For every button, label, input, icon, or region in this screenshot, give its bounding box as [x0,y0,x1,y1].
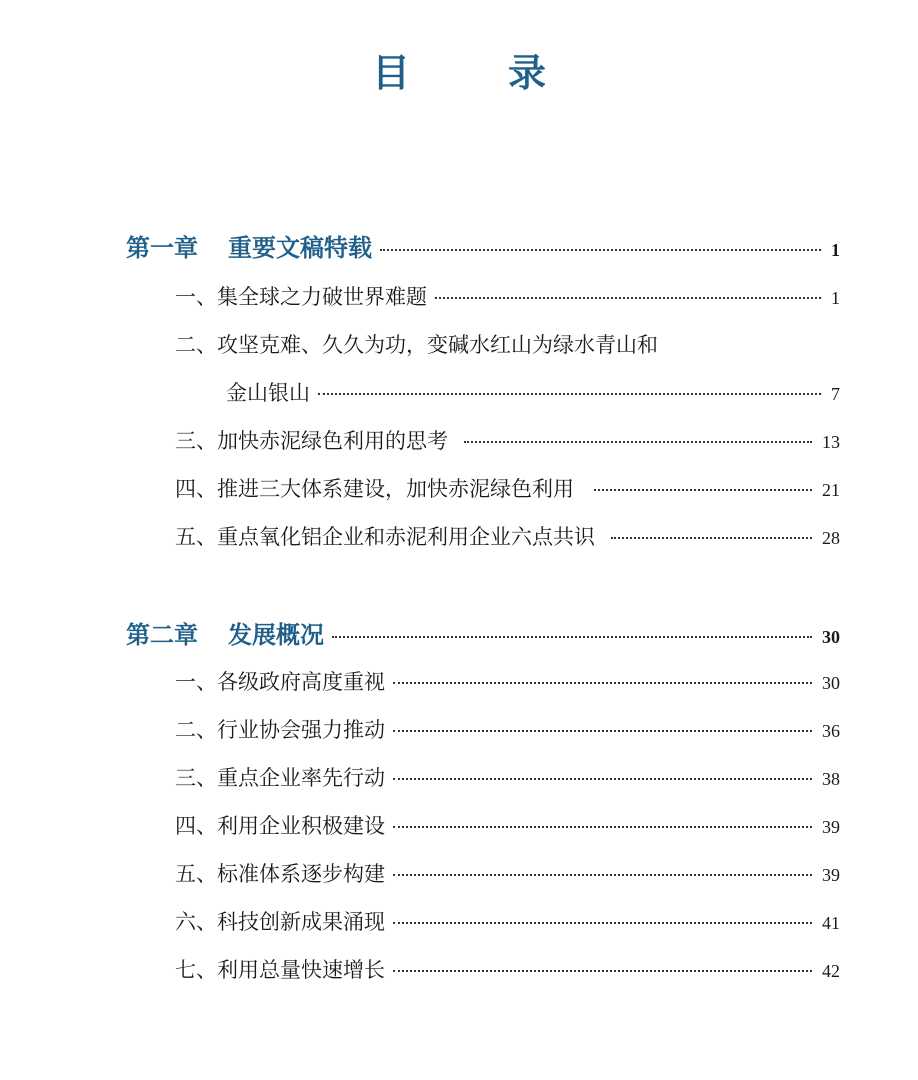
page-number: 1 [831,288,840,308]
toc-entry-1-5[interactable] [175,521,840,551]
toc-entry-2-5[interactable] [175,858,840,888]
page-number: 39 [822,817,840,837]
toc-entry-2-7[interactable] [175,954,840,984]
dot-leader [393,778,812,780]
chapter-title: 发展概况 [228,621,324,649]
toc-chapter-2[interactable] [126,615,840,650]
entry-text: 三、加快赤泥绿色利用的思考 [175,429,448,453]
dot-leader [393,826,812,828]
chapter-number: 第一章 [126,234,198,262]
entry-text: 一、集全球之力破世界难题 [175,285,427,309]
toc-entry-2-4[interactable] [175,810,840,840]
chapter-title: 重要文稿特载 [228,234,372,262]
entry-text: 四、推进三大体系建设，加快赤泥绿色利用 [175,477,574,501]
toc-entry-2-3[interactable] [175,762,840,792]
entry-text: 二、行业协会强力推动 [175,718,385,742]
dot-leader [594,489,812,491]
page-number: 41 [822,913,840,933]
toc-entry-1-4[interactable] [175,473,840,503]
entry-text: 金山银山 [226,381,310,405]
dot-leader [393,682,812,684]
page-number: 28 [822,528,840,548]
dot-leader [393,922,812,924]
entry-text: 七、利用总量快速增长 [175,958,385,982]
page-number: 30 [822,627,840,647]
entry-text: 三、重点企业率先行动 [175,766,385,790]
chapter-number: 第二章 [126,621,198,649]
toc-entry-1-3[interactable] [175,425,840,455]
dot-leader [393,874,812,876]
dot-leader [332,636,812,638]
entry-text: 二、攻坚克难、久久为功，变碱水红山为绿水青山和 [175,333,658,357]
dot-leader [464,441,812,443]
toc-chapter-1[interactable] [126,228,840,263]
dot-leader [380,249,821,251]
page-title [0,42,918,97]
entry-text: 五、标准体系逐步构建 [175,862,385,886]
page-number: 39 [822,865,840,885]
toc-entry-2-2[interactable] [175,714,840,744]
page-number: 1 [831,240,840,260]
entry-text: 六、科技创新成果涌现 [175,910,385,934]
dot-leader [435,297,821,299]
page-number: 38 [822,769,840,789]
dot-leader [393,970,812,972]
dot-leader [393,730,812,732]
entry-text: 一、各级政府高度重视 [175,670,385,694]
dot-leader [318,393,821,395]
entry-text: 五、重点氧化铝企业和赤泥利用企业六点共识 [175,525,595,549]
toc-entry-2-6[interactable] [175,906,840,936]
page-number: 36 [822,721,840,741]
page-number: 42 [822,961,840,981]
entry-text: 四、利用企业积极建设 [175,814,385,838]
page-number: 30 [822,673,840,693]
toc-entry-1-1[interactable] [175,281,840,311]
page-title-right: 录 [508,51,547,95]
toc-entry-1-2[interactable] [175,329,658,359]
toc-entry-2-1[interactable] [175,666,840,696]
toc-entry-1-2-continued[interactable] [226,377,840,407]
page-number: 13 [822,432,840,452]
page-number: 21 [822,480,840,500]
dot-leader [611,537,812,539]
page-title-left: 目 [371,51,410,95]
page-number: 7 [831,384,840,404]
